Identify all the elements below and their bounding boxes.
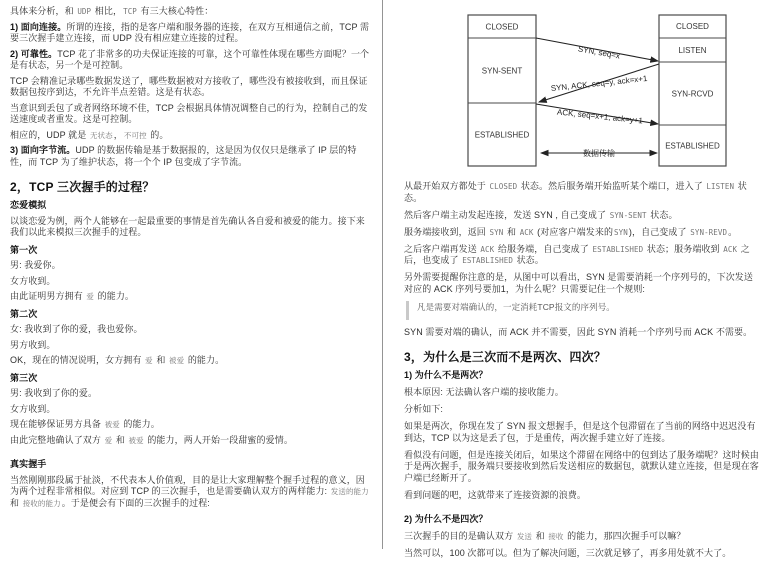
text-run: 凡是需要对端确认的，一定消耗TCP报文的序列号。 <box>417 301 615 312</box>
right-text-column <box>404 181 760 565</box>
inline-code: TCP <box>123 7 137 16</box>
text-run: 然后客户端主动发起连接，发送 SYN , 自己变成了 <box>404 209 609 220</box>
text-run: 2，TCP 三次握手的过程？ <box>10 180 155 194</box>
inline-code: CLOSED <box>489 182 518 191</box>
paragraph <box>404 181 760 204</box>
syn-label: SYN, seq=x <box>577 44 621 61</box>
paragraph <box>10 130 371 142</box>
inline-code: UDP <box>77 7 92 16</box>
inline-code: 被爱 <box>128 435 144 445</box>
text-run: 的能力。 <box>185 355 225 365</box>
text-run: 1) 为什么不是两次？ <box>404 370 488 380</box>
paragraph <box>404 490 760 502</box>
inline-code: 被爱 <box>169 356 185 365</box>
text-run: 当意识到丢包了或者网络环境不佳，TCP 会根据具体情况调整自己的行为，控制自己的发送速度或者重发。这是可控制。 <box>10 102 368 124</box>
text-run: 和 <box>504 226 519 237</box>
paragraph <box>10 340 371 352</box>
text-run: 服务端接收到，返回 <box>404 226 489 237</box>
text-run: SYN 需要对端的确认，而 ACK 并不需要，因此 SYN 消耗一个序列号而 ACK 不需要。 <box>404 326 753 337</box>
inline-code: ESTABLISHED <box>592 244 644 254</box>
text-run: (对应客户端发来的 <box>534 226 614 237</box>
text-run: 当然刚刚那段属于扯淡，不代表本人价值观，目的是让大家理解整个握手过程的意义，因为两个过程非常相似。对应到 TCP 的三次握手，也是需要确认双方的两样能力: <box>10 474 365 496</box>
paragraph <box>404 548 760 560</box>
paragraph <box>404 387 760 399</box>
text-run: 女方收到。 <box>10 403 56 414</box>
subheading <box>10 245 371 257</box>
text-run: 给服务端，自己变成了 <box>495 243 592 254</box>
paragraph <box>10 276 371 288</box>
inline-code: SYN-REVD <box>690 227 728 237</box>
text-run: 具体来分析，和 <box>10 6 77 16</box>
text-run: 男方收到。 <box>10 339 56 350</box>
bold-lead: 1) 面向连接。 <box>10 21 67 32</box>
inline-code: ESTABLISHED <box>462 256 513 265</box>
text-run: 状态。 <box>404 181 747 203</box>
ack-label: ACK, seq=x+1, ack=y+1 <box>556 107 644 126</box>
text-run: 看似没有问题，但是连接关闭后，如果这个滞留在网络中的包到达了服务端呢？这时候由于是两次握手，服务端只要接收到然后发送相应的数据包，就默认建立连接，但是现在客户端已经断开了。 <box>404 449 759 483</box>
text-run: 的能力。 <box>95 291 135 301</box>
text-run: 根本原因: 无法确认客户端的接收能力。 <box>404 387 564 397</box>
paragraph <box>10 291 371 303</box>
text-run: OK，现在的情况说明，女方拥有 <box>10 355 145 365</box>
server-state-established: ESTABLISHED <box>665 141 720 151</box>
subheading <box>404 370 760 382</box>
server-state-syn-rcvd: SYN-RCVD <box>671 89 714 99</box>
text-run: 的能力。 <box>120 419 160 429</box>
subheading <box>10 373 371 385</box>
text-run: 第二次 <box>10 308 38 319</box>
inline-code: SYN-SENT <box>609 210 647 220</box>
paragraph <box>10 355 371 367</box>
text-run: 的。 <box>147 129 169 140</box>
text-run: 。 <box>728 226 738 237</box>
page-right <box>384 0 768 558</box>
paragraph <box>10 145 371 168</box>
text-run: 女方收到。 <box>10 275 56 286</box>
text-run: 状态。 <box>647 209 678 220</box>
text-run: 由此完整地确认了双方 <box>10 434 104 445</box>
paragraph <box>404 450 760 485</box>
paragraph <box>404 272 760 295</box>
text-run: 和 <box>153 355 169 365</box>
paragraph <box>10 260 371 272</box>
inline-code: ACK <box>519 227 534 237</box>
server-state-listen: LISTEN <box>678 46 707 55</box>
text-run: 相应的，UDP 就是 <box>10 129 89 140</box>
text-run: 分析如下: <box>404 404 444 414</box>
client-state-closed: CLOSED <box>485 22 519 32</box>
paragraph <box>404 531 760 543</box>
text-run: 以谈恋爱为例，两个人能够在一起最重要的事情是首先确认各自爱和被爱的能力。接下来我们以此来模拟三次握手的过程。 <box>10 215 365 237</box>
subheading <box>404 514 760 526</box>
paragraph <box>10 404 371 416</box>
section-heading <box>10 180 371 194</box>
tcp-handshake-diagram <box>456 10 728 172</box>
text-run: 和 <box>533 531 548 541</box>
text-run: TCP 会精准记录哪些数据发送了，哪些数据被对方接收了，哪些没有被接收到，而且保证数据包按序到达，不允许半点差错。这是有状态。 <box>10 75 368 97</box>
text-run: 状态；服务端收到 <box>644 243 723 254</box>
paragraph <box>404 421 760 444</box>
text-run: TCP 花了非常多的功夫保证连接的可靠，这个可靠性体现在哪些方面呢？一个是有状态，另一个是可控制。 <box>10 48 370 70</box>
inline-code: 接收的能力 <box>22 498 61 508</box>
paragraph <box>10 76 371 99</box>
paragraph <box>10 419 371 431</box>
section-heading <box>404 350 760 364</box>
syn-ack-label: SYN, ACK, seq=y, ack=x+1 <box>550 73 648 94</box>
inline-code: 发送 <box>516 532 533 541</box>
text-run: 3，为什么是三次而不是两次、四次？ <box>404 350 607 364</box>
blockquote <box>406 301 760 320</box>
subheading <box>10 200 371 212</box>
client-state-syn-sent: SYN-SENT <box>481 66 523 76</box>
text-run: 现在能够保证男方具备 <box>10 419 104 429</box>
text-run: ， <box>113 129 123 140</box>
paragraph <box>10 6 371 18</box>
paragraph <box>404 244 760 267</box>
text-run: 男: 我爱你。 <box>10 260 61 270</box>
paragraph <box>10 216 371 239</box>
inline-code: 爱 <box>86 292 95 301</box>
inline-code: 无状态 <box>89 130 113 140</box>
bold-lead: 3) 面向字节流。 <box>10 145 76 155</box>
text-run: 如果是两次，你现在发了 SYN 报文想握手，但是这个包滞留在了当前的网络中迟迟没有到达，TCP 以为这是丢了包，于是重传，两次握手建立好了连接。 <box>404 421 756 443</box>
text-run: UDP 的数据传输是基于数据报的，这是因为仅仅只是继承了 IP 层的特性，而 TCP 为了维护状态，将一个个 IP 包变成了字节流。 <box>10 145 357 167</box>
paragraph <box>404 404 760 416</box>
inline-code: 爱 <box>145 356 153 365</box>
inline-code: SYN <box>489 227 504 237</box>
paragraph <box>10 435 371 447</box>
text-run: 状态。 <box>513 255 544 265</box>
text-run: 和 <box>113 434 128 445</box>
inline-code: ACK <box>723 244 738 254</box>
text-run: 另外需要提醒你注意的是，从图中可以看出，SYN 是需要消耗一个序列号的，下次发送对应的 ACK 序列号要加1，为什么呢？只需要记住一个规则: <box>404 272 754 294</box>
inline-code: SYN <box>614 227 628 237</box>
text-run: )，自己变成了 <box>628 226 690 237</box>
server-state-closed: CLOSED <box>676 22 709 31</box>
text-run: 恋爱模拟 <box>10 200 47 210</box>
blockquote-text <box>417 302 760 314</box>
inline-code: 爱 <box>104 435 113 445</box>
inline-code: 不可控 <box>123 130 147 140</box>
text-run: 和 <box>10 497 22 508</box>
text-run: 真实握手 <box>10 459 47 469</box>
text-run: 第一次 <box>10 244 38 255</box>
text-run: 女: 我收到了你的爱，我也爱你。 <box>10 324 143 334</box>
text-run: 之后客户端再发送 <box>404 243 480 254</box>
text-run: 2) 为什么不是四次？ <box>404 514 488 524</box>
text-run: 男: 我收到了你的爱。 <box>10 388 98 398</box>
client-state-established: ESTABLISHED <box>474 130 530 140</box>
text-run: 三次握手的目的是确认双方 <box>404 531 516 541</box>
paragraph <box>10 475 371 510</box>
inline-code: LISTEN <box>706 182 735 191</box>
bold-lead: 2) 可靠性。 <box>10 48 58 59</box>
paragraph <box>10 388 371 400</box>
text-run: 所谓的连接，指的是客户端和服务器的连接，在双方互相通信之前，TCP 需要三次握手建立连接，而 UDP 没有相应建立连接的过程。 <box>10 21 370 43</box>
inline-code: 接收 <box>548 532 564 541</box>
text-run: 当然可以，100 次都可以。但为了解决问题，三次就足够了，再多用处就不大了。 <box>404 548 732 558</box>
paragraph <box>404 227 760 239</box>
inline-code: ACK <box>480 244 495 254</box>
text-run: 看到问题的吧，这就带来了连接资源的浪费。 <box>404 489 587 500</box>
text-run: 状态。然后服务端开始监听某个端口，进入了 <box>518 181 706 191</box>
paragraph <box>404 327 760 339</box>
text-run: 的能力，两人开始一段甜蜜的爱情。 <box>144 434 293 445</box>
text-run: 的能力，那四次握手可以嘛？ <box>564 531 686 541</box>
paragraph <box>10 103 371 126</box>
paragraph <box>10 324 371 336</box>
text-run: 之后，也变成了 <box>404 243 750 265</box>
subheading <box>10 309 371 321</box>
subheading <box>10 459 371 471</box>
text-run: 。于是便会有下面的三次握手的过程: <box>61 497 210 508</box>
inline-code: 被爱 <box>104 420 120 429</box>
paragraph <box>10 49 371 72</box>
text-run: 从最开始双方都处于 <box>404 181 489 191</box>
page-left <box>0 0 383 549</box>
text-run: 相比， <box>92 6 123 16</box>
paragraph <box>404 210 760 222</box>
text-run: 有三大核心特性： <box>137 6 214 16</box>
inline-code: 发送的能力 <box>330 487 369 496</box>
text-run: 第三次 <box>10 372 38 383</box>
data-transfer-label: 数据传输 <box>583 149 615 158</box>
text-run: 由此证明男方拥有 <box>10 291 86 301</box>
paragraph <box>10 22 371 45</box>
